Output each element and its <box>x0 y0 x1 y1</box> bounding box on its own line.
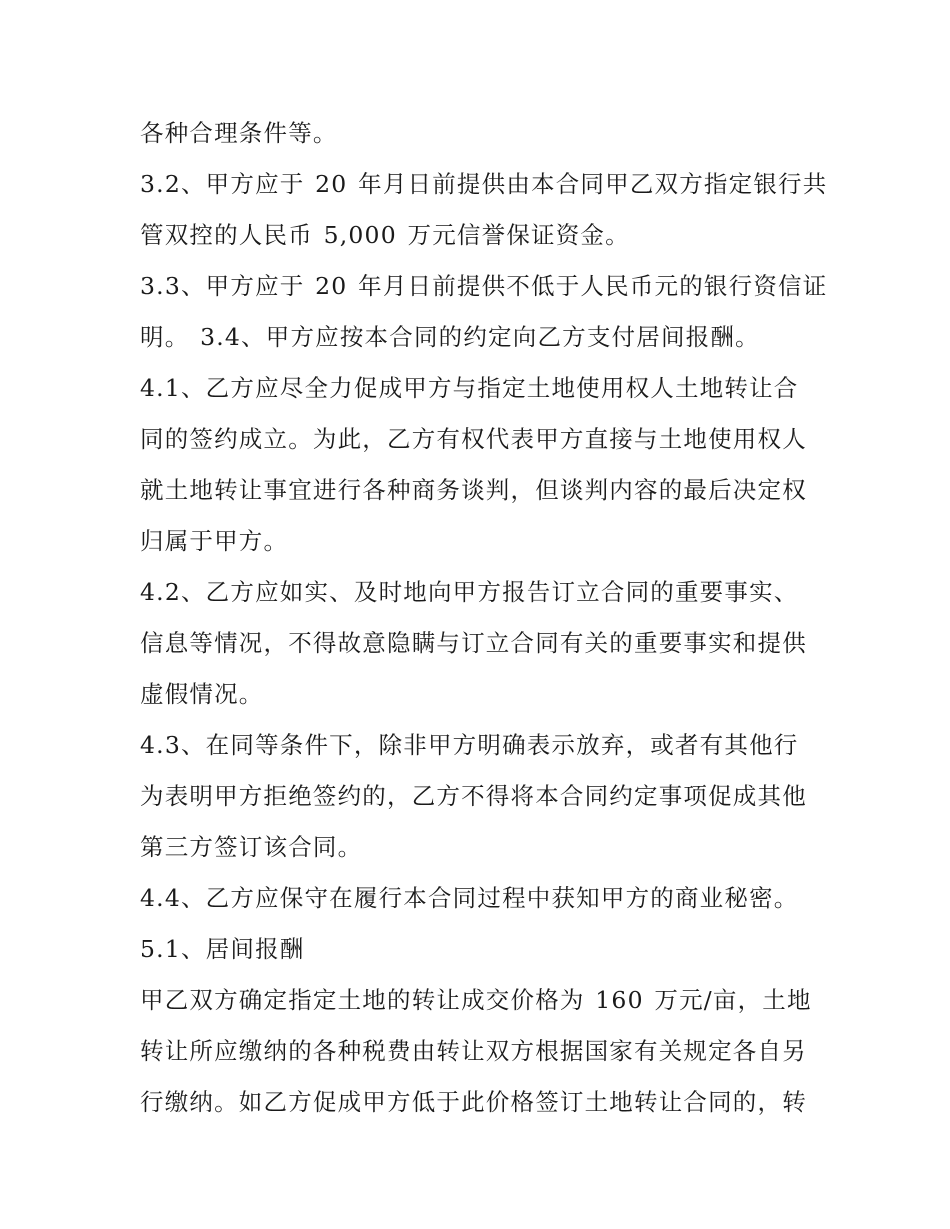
text-line: 归属于甲方。 <box>140 527 289 555</box>
text-line: 5.1、居间报酬 <box>140 935 305 963</box>
text-line: 第三方签订该合同。 <box>140 833 363 861</box>
text-line: 为表明甲方拒绝签约的，乙方不得将本合同约定事项促成其他 <box>140 782 807 810</box>
text-line: 3.2、甲方应于 20 年月日前提供由本合同甲乙双方指定银行共 <box>140 170 828 198</box>
text-line: 信息等情况，不得故意隐瞒与订立合同有关的重要事实和提供 <box>140 629 807 657</box>
text-line: 同的签约成立。为此，乙方有权代表甲方直接与土地使用权人 <box>140 425 807 453</box>
text-line: 管双控的人民币 5,000 万元信誉保证资金。 <box>140 221 630 249</box>
text-line: 4.4、乙方应保守在履行本合同过程中获知甲方的商业秘密。 <box>140 884 799 912</box>
text-line: 3.3、甲方应于 20 年月日前提供不低于人民币元的银行资信证 <box>140 272 828 300</box>
text-line: 4.1、乙方应尽全力促成甲方与指定土地使用权人土地转让合 <box>140 374 799 402</box>
document-body <box>140 108 828 1128</box>
text-line: 4.3、在同等条件下，除非甲方明确表示放弃，或者有其他行 <box>140 731 799 759</box>
text-line: 转让所应缴纳的各种税费由转让双方根据国家有关规定各自另 <box>140 1037 807 1065</box>
text-line: 行缴纳。如乙方促成甲方低于此价格签订土地转让合同的，转 <box>140 1088 807 1116</box>
text-line: 4.2、乙方应如实、及时地向甲方报告订立合同的重要事实、 <box>140 578 799 606</box>
text-line: 明。 3.4、甲方应按本合同的约定向乙方支付居间报酬。 <box>140 323 760 351</box>
text-line: 各种合理条件等。 <box>140 119 338 147</box>
text-line: 虚假情况。 <box>140 680 264 708</box>
text-line: 就土地转让事宜进行各种商务谈判，但谈判内容的最后决定权 <box>140 476 807 504</box>
text-line: 甲乙双方确定指定土地的转让成交价格为 160 万元/亩，土地 <box>140 986 812 1014</box>
